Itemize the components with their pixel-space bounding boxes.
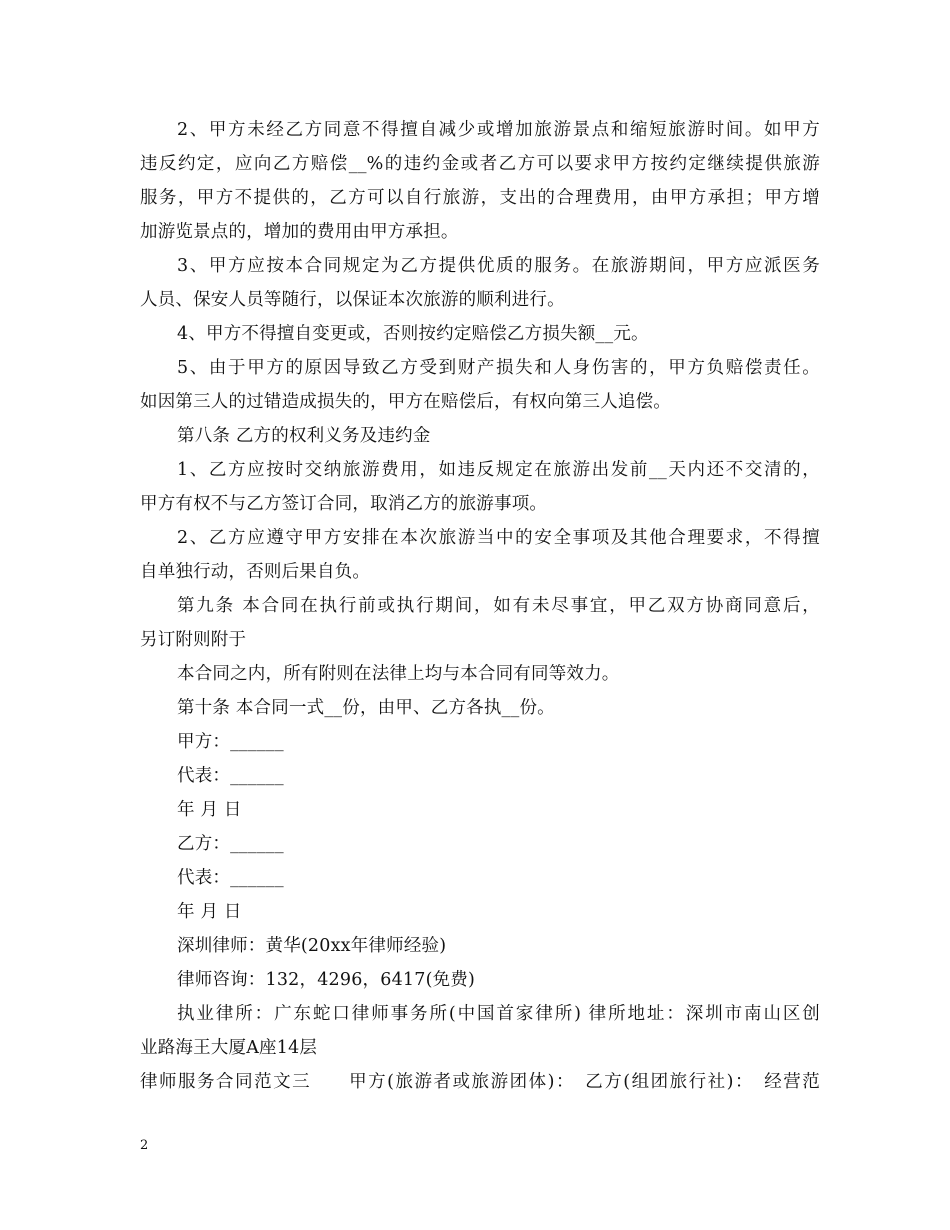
paragraph-line-14: 第九条 本合同在执行前或执行期间，如有未尽事宜，甲乙双方协商同意后， — [177, 596, 820, 616]
next-contract-intro-line: 律师服务合同范文三 甲方(旅游者或旅游团体)： 乙方(组团旅行社)： 经营范 — [140, 1072, 820, 1092]
paragraph-line-15: 另订附则附于 — [140, 630, 247, 650]
paragraph-line-8: 5、由于甲方的原因导致乙方受到财产损失和人身伤害的，甲方负赔偿责任。 — [177, 358, 820, 378]
paragraph-line-11: 甲方有权不与乙方签订合同，取消乙方的旅游事项。 — [140, 494, 548, 514]
paragraph-line-16: 本合同之内，所有附则在法律上均与本合同有同等效力。 — [177, 664, 620, 684]
law-firm-address-line: 业路海王大厦A座14层 — [140, 1038, 318, 1058]
paragraph-line-7: 4、甲方不得擅自变更或，否则按约定赔偿乙方损失额__元。 — [177, 324, 649, 344]
paragraph-line-5: 3、甲方应按本合同规定为乙方提供优质的服务。在旅游期间，甲方应派医务 — [177, 256, 820, 276]
paragraph-line-1: 2、甲方未经乙方同意不得擅自减少或增加旅游景点和缩短旅游时间。如甲方 — [177, 120, 820, 140]
party-b-representative-line: 代表：______ — [177, 868, 284, 888]
paragraph-line-13: 自单独行动，否则后果自负。 — [140, 562, 371, 582]
law-firm-line: 执业律所：广东蛇口律师事务所(中国首家律所) 律所地址：深圳市南山区创 — [177, 1004, 820, 1024]
paragraph-line-6: 人员、保安人员等随行，以保证本次旅游的顺利进行。 — [140, 290, 565, 310]
party-a-date-line: 年 月 日 — [177, 800, 242, 820]
paragraph-line-2: 违反约定，应向乙方赔偿__%的违约金或者乙方可以要求甲方按约定继续提供旅游 — [140, 154, 820, 174]
party-b-line: 乙方：______ — [177, 834, 284, 854]
paragraph-line-4: 加游览景点的，增加的费用由甲方承担。 — [140, 222, 459, 242]
paragraph-line-12: 2、乙方应遵守甲方安排在本次旅游当中的安全事项及其他合理要求，不得擅 — [177, 528, 820, 548]
party-a-line: 甲方：______ — [177, 732, 284, 752]
party-b-date-line: 年 月 日 — [177, 902, 242, 922]
paragraph-line-10: 1、乙方应按时交纳旅游费用，如违反规定在旅游出发前__天内还不交清的， — [177, 460, 820, 480]
section-heading-article-8: 第八条 乙方的权利义务及违约金 — [177, 426, 431, 446]
section-heading-article-10: 第十条 本合同一式__份，由甲、乙方各执__份。 — [177, 698, 555, 718]
page-number: 2 — [140, 1138, 149, 1153]
lawyer-name-line: 深圳律师：黄华(20xx年律师经验) — [177, 936, 447, 956]
lawyer-consultation-line: 律师咨询：132，4296，6417(免费) — [177, 970, 476, 990]
paragraph-line-3: 服务，甲方不提供的，乙方可以自行旅游，支出的合理费用，由甲方承担；甲方增 — [140, 188, 820, 208]
party-a-representative-line: 代表：______ — [177, 766, 284, 786]
paragraph-line-9: 如因第三人的过错造成损失的，甲方在赔偿后，有权向第三人追偿。 — [140, 392, 671, 412]
